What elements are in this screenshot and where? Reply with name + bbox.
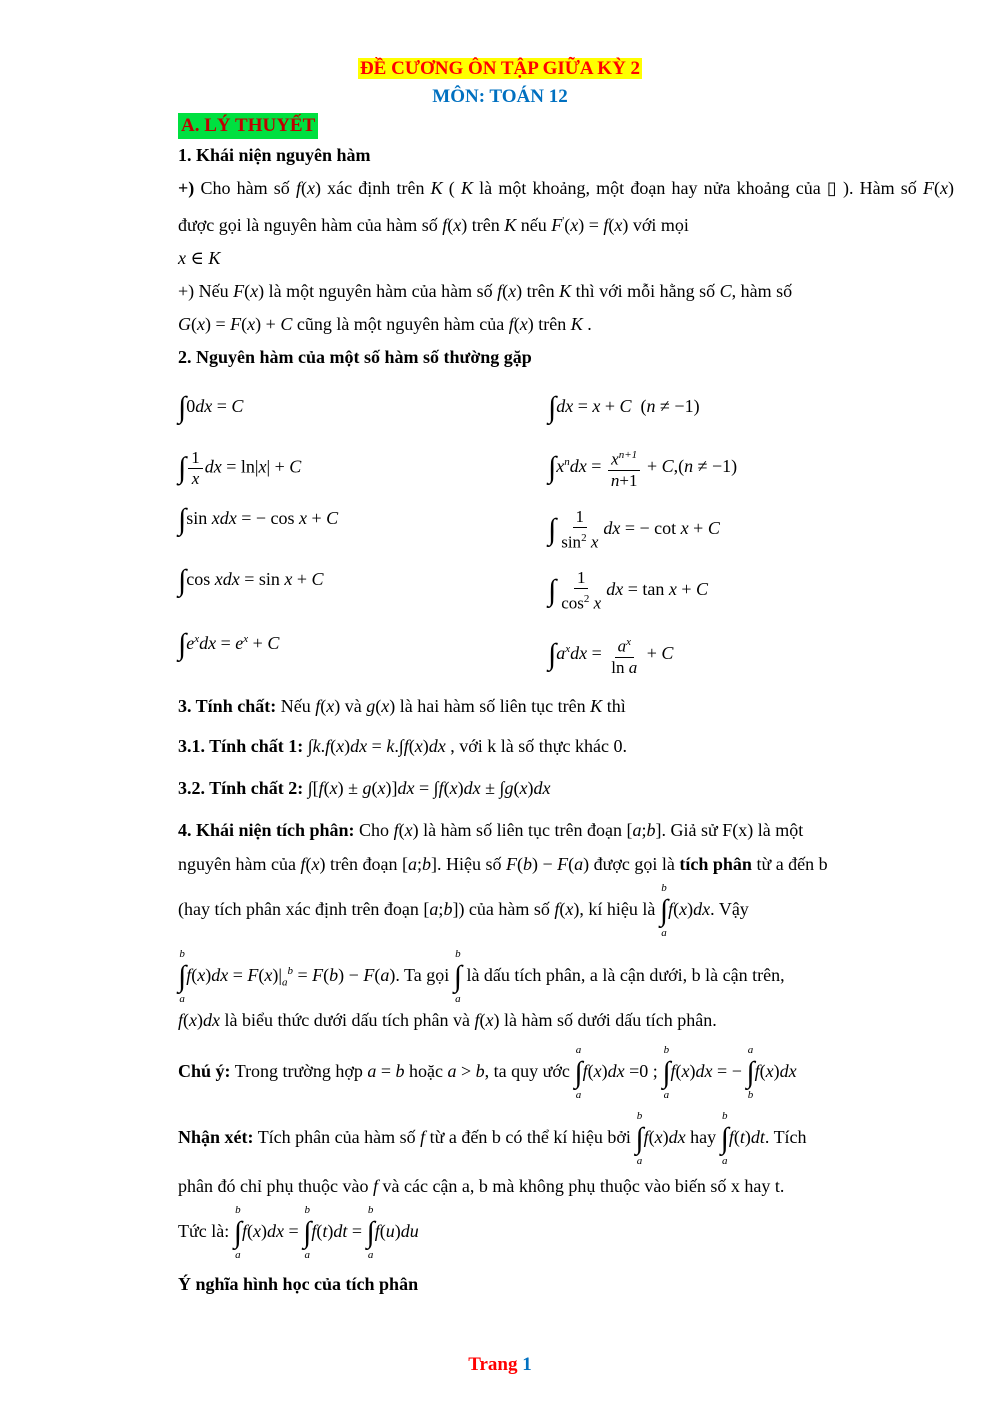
formula-exp: $\int e^xdx = e^x + C$ <box>178 627 280 661</box>
section-4-integrand: f(x)dx là biểu thức dưới dấu tích phân và f(x) là hàm số dưới dấu tích phân. <box>178 1010 717 1030</box>
formula-exponential-base-a: $\int a^xdx$ = $\frac{a^x}{\text{ln a}}$ + C <box>548 632 673 678</box>
section-4-block: 4. Khái niện tích phân: Cho f(x) là hàm số liên tục trên đoạn [a;b]. Giả sử F(x) là một nguyên hàm của f(x) trên đoạn [a;b]. Hiệu số F(b) − F(a) được gọi là tích phân từ a đến b <box>178 820 828 874</box>
note-block: Chú ý: Trong trường hợp a = b hoặc a > b, ta quy ước a ∫ a f(x)dx =0 ; b ∫ a f(x)dx = − a ∫ b f(x)dx <box>178 1043 797 1101</box>
property-2: 3.2. Tính chất 2: ∫[f(x) ± g(x)]dx = ∫f(x)dx ± ∫g(x)dx <box>178 778 551 798</box>
document-subject: MÔN: TOÁN 12 <box>432 86 568 107</box>
section-4-definition: b ∫ a $f(x)dx = F(x)|_a^b = F(b) - F(a)$. Ta gọi b ∫ a là dấu tích phân, a là cận dưới, b là cận trên, <box>178 947 785 1005</box>
paragraph-family: +) Nếu F(x) là một nguyên hàm của hàm số f(x) trên K thì với mỗi hằng số C, hàm số G(x) = F(x) + C cũng là một nguyên hàm của f(x) trên K . <box>178 281 793 334</box>
document-title: ĐỀ CƯƠNG ÔN TẬP GIỮA KỲ 2 <box>359 58 641 79</box>
section-1-block <box>178 139 954 374</box>
remark-continued: phân đó chỉ phụ thuộc vào f và các cận a, b mà không phụ thuộc vào biến số x hay t. <box>178 1176 785 1196</box>
section-2-heading: 2. Nguyên hàm của một số hàm số thường gặp <box>178 347 532 367</box>
formula-inverse-cos-squared: ∫ $\frac{1}{\cos^2 x}$ dx = tan x + C <box>548 568 709 613</box>
equivalence-line: Tức là: b ∫ a f(x)dx = b ∫ a f(t)dt = b ∫ a f(u)du <box>178 1203 419 1261</box>
formula-cos: ∫cos xdx = sin x + C <box>178 564 324 597</box>
formula-sin: ∫sin xdx = − cos x + C <box>178 503 339 536</box>
geometric-meaning-heading: Ý nghĩa hình học của tích phân <box>178 1274 419 1294</box>
page-number: Trang 1 <box>468 1354 532 1375</box>
formula-inverse-sin-squared: ∫ $\frac{1}{\sin^2 x}$ dx = − cot x + C <box>548 507 720 552</box>
formula-zero: ∫0dx = C <box>178 391 244 424</box>
section-1-heading: 1. Khái niện nguyên hàm <box>178 145 371 165</box>
property-1: 3.1. Tính chất 1: ∫k.f(x)dx = k.∫f(x)dx , với k là số thực khác 0. <box>178 736 628 756</box>
section-3-block <box>178 690 954 723</box>
formula-dx: ∫dx = x + C (n ≠ −1) <box>548 391 700 424</box>
paragraph-definition: +) Cho hàm số f(x) xác định trên K ( K là một khoảng, một đoạn hay nửa khoảng của ▯ ). Hàm số F(x) được gọi là nguyên hàm của hàm số f(x) trên K nếu F'(x) = f(x) với mọi x ∈ K <box>178 178 954 268</box>
formula-power: $\int x^ndx$ = $\frac{x^{n+1}}{n+1}$ + C,(n ≠ −1) <box>548 445 737 491</box>
formula-reciprocal: ∫ $\frac{1}{x}$ dx = ln|x| + C <box>178 448 302 488</box>
remark-block: Nhận xét: Tích phân của hàm số f từ a đến b có thể kí hiệu bởi b ∫ a f(x)dx hay b ∫ a f(t)dt. Tích <box>178 1109 807 1167</box>
section-4-notation: (hay tích phân xác định trên đoạn [a;b]) của hàm số f(x), kí hiệu là b ∫ a f(x)dx. Vậy <box>178 881 749 939</box>
section-a-heading: A. LÝ THUYẾT <box>178 113 318 139</box>
section-3-line: 3. Tính chất: Nếu f(x) và g(x) là hai hàm số liên tục trên K thì <box>178 696 626 716</box>
